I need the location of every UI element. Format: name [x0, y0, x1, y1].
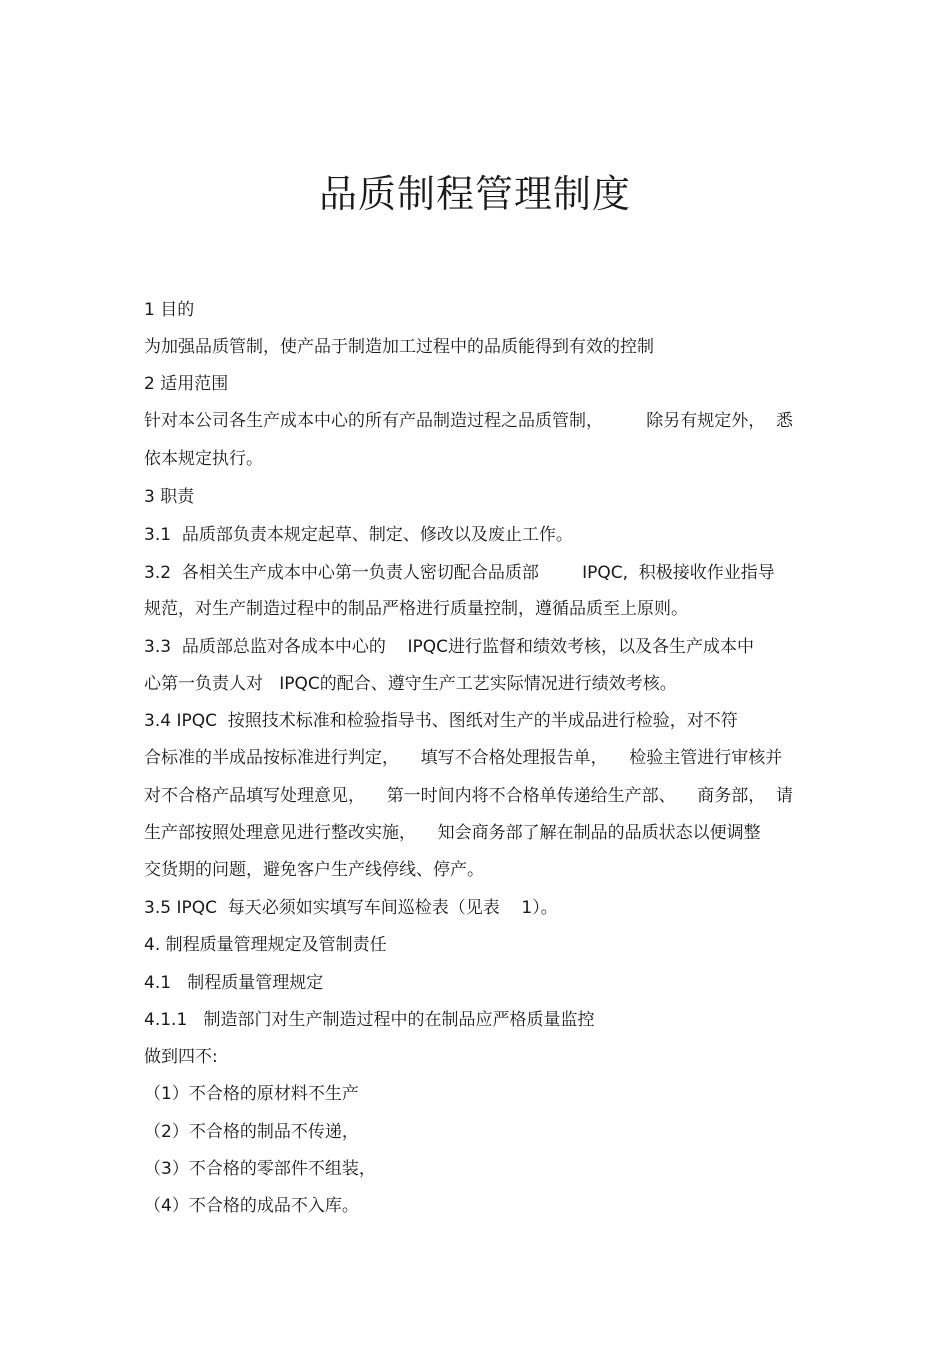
list-item: （4）不合格的成品不入库。: [144, 1196, 359, 1216]
paragraph-line: 规范，对生产制造过程中的制品严格进行质量控制，遵循品质至上原则。: [144, 599, 688, 619]
document-title: 品质制程管理制度: [318, 172, 631, 216]
section-3-heading: 3 职责: [144, 487, 195, 507]
clause-3-4: 3.4 IPQC 按照技术标准和检验指导书、图纸对生产的半成品进行检验，对不符: [144, 711, 738, 731]
paragraph-line: 合标准的半成品按标准进行判定， 填写不合格处理报告单， 检验主管进行审核并: [144, 748, 783, 768]
section-1-heading: 1 目的: [144, 300, 195, 320]
section-4-heading: 4. 制程质量管理规定及管制责任: [144, 935, 387, 955]
list-item: （1）不合格的原材料不生产: [144, 1084, 359, 1104]
paragraph-line: 对不合格产品填写处理意见， 第一时间内将不合格单传递给生产部、 商务部， 请: [144, 786, 794, 806]
list-item: （2）不合格的制品不传递，: [144, 1122, 359, 1142]
paragraph-line: 心第一负责人对 IPQC的配合、遵守生产工艺实际情况进行绩效考核。: [144, 674, 677, 694]
clause-3-3: 3.3 品质部总监对各成本中心的 IPQC进行监督和绩效考核，以及各生产成本中: [144, 637, 754, 657]
paragraph-line: 依本规定执行。: [144, 449, 263, 469]
clause-3-1: 3.1 品质部负责本规定起草、制定、修改以及废止工作。: [144, 525, 573, 545]
paragraph-line: 生产部按照处理意见进行整改实施， 知会商务部了解在制品的品质状态以便调整: [144, 823, 761, 843]
paragraph-line: 针对本公司各生产成本中心的所有产品制造过程之品质管制， 除另有规定外， 悉: [144, 411, 794, 431]
clause-4-1: 4.1 制程质量管理规定: [144, 973, 324, 993]
section-2-heading: 2 适用范围: [144, 374, 229, 394]
paragraph-line: 做到四不:: [144, 1047, 218, 1067]
clause-3-5: 3.5 IPQC 每天必须如实填写车间巡检表（见表 1）。: [144, 898, 558, 918]
clause-3-2: 3.2 各相关生产成本中心第一负责人密切配合品质部 IPQC, 积极接收作业指导: [144, 563, 775, 583]
paragraph-line: 交货期的问题，避免客户生产线停线、停产。: [144, 860, 484, 880]
clause-4-1-1: 4.1.1 制造部门对生产制造过程中的在制品应严格质量监控: [144, 1010, 595, 1030]
list-item: （3）不合格的零部件不组装，: [144, 1159, 376, 1179]
paragraph-line: 为加强品质管制，使产品于制造加工过程中的品质能得到有效的控制: [144, 337, 654, 357]
